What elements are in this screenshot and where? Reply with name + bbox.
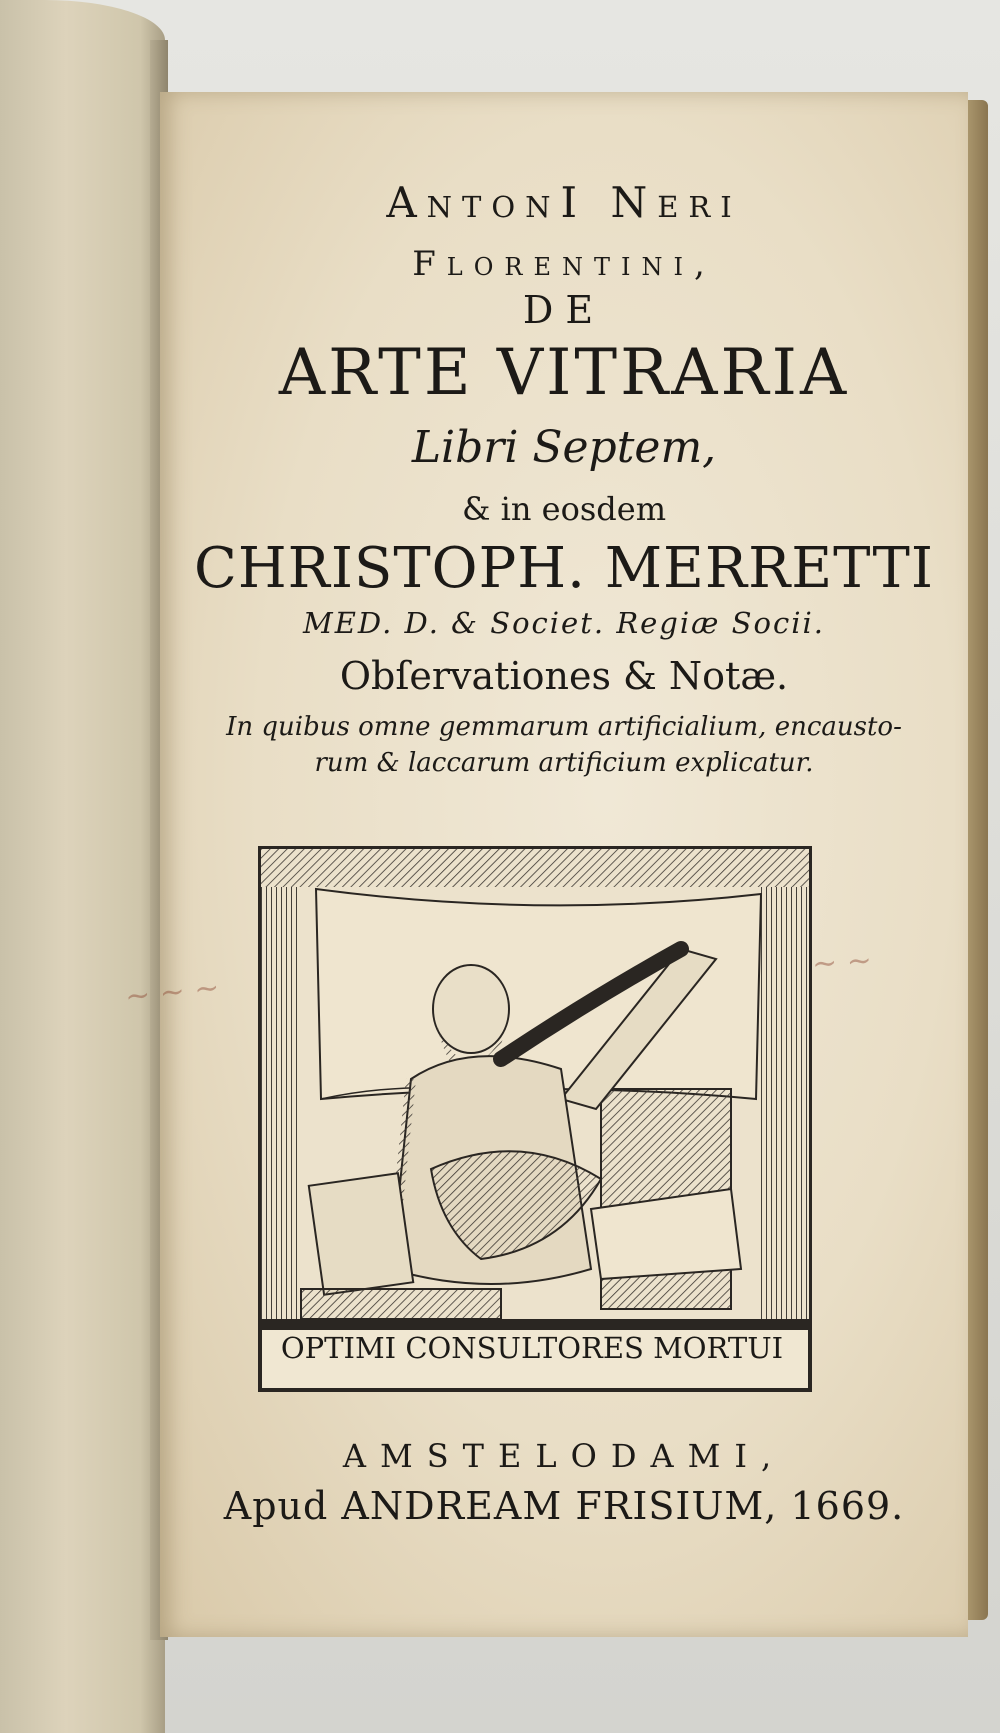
left-page-edge	[0, 0, 165, 1733]
editor-name: CHRISTOPH. MERRETTI	[194, 536, 934, 601]
description-line-2: rum & laccarum artificium explicatur.	[314, 748, 814, 778]
observations-heading: Obſervationes & Notæ.	[339, 654, 789, 698]
title-connector: & in eosdem	[461, 490, 667, 528]
engraving-illustration	[258, 846, 812, 1392]
imprint-place: AMSTELODAMI,	[342, 1437, 786, 1475]
editor-credentials: MED. D. & Societ. Regiæ Socii.	[303, 606, 825, 640]
ownership-stamp-left: ~ ~ ~	[123, 970, 222, 1015]
book-subtitle: Libri Septem,	[411, 422, 717, 473]
ownership-stamp-right: ~ ~	[810, 942, 873, 983]
author-name: AntonI Neri	[386, 178, 742, 227]
description-line-1: In quibus omne gemmarum artificialium, encausto-	[226, 712, 902, 742]
title-preposition: DE	[522, 288, 606, 332]
imprint-publisher: Apud ANDREAM FRISIUM, 1669.	[223, 1484, 905, 1528]
book-title: ARTE VITRARIA	[278, 336, 850, 410]
engraving-motto: OPTIMI CONSULTORES MORTUI	[280, 1331, 784, 1365]
author-origin: Florentini,	[412, 244, 716, 284]
